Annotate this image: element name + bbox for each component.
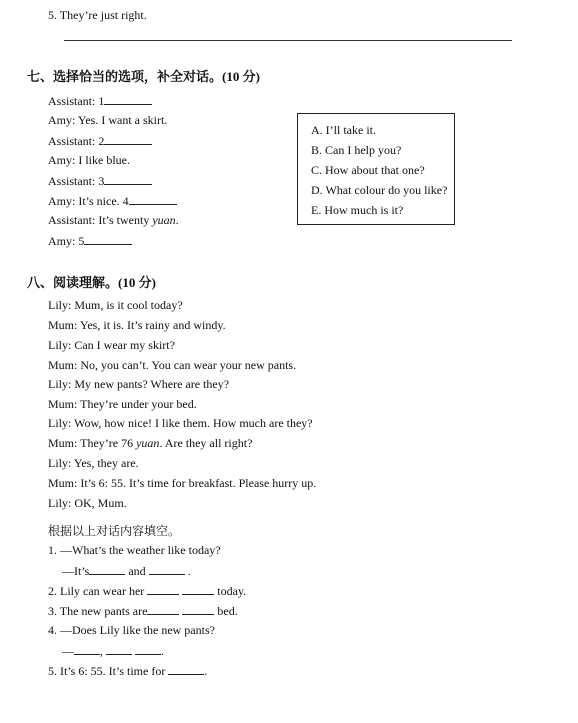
section8-title: 八、阅读理解。(10 分) bbox=[27, 275, 156, 290]
q4-blank-2[interactable] bbox=[106, 643, 132, 655]
q1-blank-1[interactable] bbox=[89, 563, 125, 575]
option-c: C. How about that one? bbox=[311, 163, 425, 177]
reading-line-3: Lily: Can I wear my skirt? bbox=[48, 338, 175, 352]
q-text: 2. Lily can wear her bbox=[48, 584, 145, 598]
option-d: D. What colour do you like? bbox=[311, 183, 448, 197]
dialogue-line-8 bbox=[48, 233, 132, 249]
q-text: . bbox=[204, 664, 208, 678]
q3-blank-2[interactable] bbox=[182, 603, 214, 615]
option-b: B. Can I help you? bbox=[311, 143, 402, 157]
q-text: bed. bbox=[217, 604, 238, 618]
question-2 bbox=[48, 583, 246, 599]
yuan-word: yuan bbox=[152, 213, 176, 227]
question-1: 1. —What’s the weather like today? bbox=[48, 543, 221, 557]
q-text: and bbox=[128, 564, 146, 578]
dialogue-line-6 bbox=[48, 193, 177, 209]
dialogue-line-4: Amy: I like blue. bbox=[48, 153, 130, 167]
period: . bbox=[175, 213, 179, 227]
q5-blank[interactable] bbox=[168, 663, 204, 675]
q-text: . bbox=[187, 564, 191, 578]
q4-blank-3[interactable] bbox=[135, 643, 161, 655]
option-e: E. How much is it? bbox=[311, 203, 404, 217]
reading-line-1: Lily: Mum, is it cool today? bbox=[48, 298, 183, 312]
q-text: 3. The new pants are bbox=[48, 604, 148, 618]
q-text: — bbox=[62, 644, 74, 658]
question-5 bbox=[48, 663, 207, 679]
dialogue-text: Assistant: It’s twenty bbox=[48, 213, 153, 227]
dialogue-text: Amy: 5 bbox=[48, 234, 85, 248]
reading-line-5: Lily: My new pants? Where are they? bbox=[48, 377, 230, 391]
dialogue-text: Assistant: 2 bbox=[48, 134, 105, 148]
reading-line-8 bbox=[48, 436, 252, 451]
question-1-answer bbox=[62, 563, 191, 579]
dialogue-text: Amy: It’s nice. 4 bbox=[48, 194, 129, 208]
answer-line bbox=[64, 40, 512, 41]
dialogue-line-7 bbox=[48, 213, 179, 228]
q4-blank-1[interactable] bbox=[74, 643, 100, 655]
dialogue-line-1 bbox=[48, 93, 152, 109]
top-item-5: 5. They’re just right. bbox=[48, 8, 147, 22]
reading-line-11: Lily: OK, Mum. bbox=[48, 496, 127, 510]
dialogue-line-5 bbox=[48, 173, 152, 189]
q-text: 5. It’s 6: 55. It’s time for bbox=[48, 664, 166, 678]
q1-blank-2[interactable] bbox=[149, 563, 185, 575]
reading-line-4: Mum: No, you can’t. You can wear your new pants. bbox=[48, 358, 297, 372]
reading-line-2: Mum: Yes, it is. It’s rainy and windy. bbox=[48, 318, 226, 332]
section7-title: 七、选择恰当的选项，补全对话。(10 分) bbox=[27, 69, 260, 84]
q-text: —It’s bbox=[62, 564, 90, 578]
q-text: . bbox=[161, 644, 164, 658]
reading-line-9: Lily: Yes, they are. bbox=[48, 456, 139, 470]
dialogue-line-3 bbox=[48, 133, 152, 149]
fill-instruction: 根据以上对话内容填空。 bbox=[48, 524, 181, 538]
reading-line-6: Mum: They’re under your bed. bbox=[48, 397, 197, 411]
q-text: today. bbox=[217, 584, 247, 598]
dialogue-text: Assistant: 1 bbox=[48, 94, 105, 108]
option-a: A. I’ll take it. bbox=[311, 123, 376, 137]
q2-blank-2[interactable] bbox=[182, 583, 214, 595]
yuan-word: yuan bbox=[136, 436, 160, 450]
dialogue-text: Mum: They’re 76 bbox=[48, 436, 137, 450]
question-4-answer bbox=[62, 643, 164, 659]
q2-blank-1[interactable] bbox=[147, 583, 179, 595]
answer-blank-4[interactable] bbox=[129, 193, 177, 205]
answer-blank-5[interactable] bbox=[84, 233, 132, 245]
options-box bbox=[297, 113, 455, 225]
q-text: , bbox=[100, 644, 103, 658]
question-3 bbox=[48, 603, 238, 619]
dialogue-text: . Are they all right? bbox=[159, 436, 253, 450]
reading-line-7: Lily: Wow, how nice! I like them. How much are they? bbox=[48, 416, 313, 430]
dialogue-line-2: Amy: Yes. I want a skirt. bbox=[48, 113, 168, 127]
question-4: 4. —Does Lily like the new pants? bbox=[48, 623, 215, 637]
answer-blank-3[interactable] bbox=[104, 173, 152, 185]
reading-line-10: Mum: It’s 6: 55. It’s time for breakfast. Please hurry up. bbox=[48, 476, 317, 490]
answer-blank-1[interactable] bbox=[104, 93, 152, 105]
answer-blank-2[interactable] bbox=[104, 133, 152, 145]
q3-blank-1[interactable] bbox=[147, 603, 179, 615]
dialogue-text: Assistant: 3 bbox=[48, 174, 105, 188]
